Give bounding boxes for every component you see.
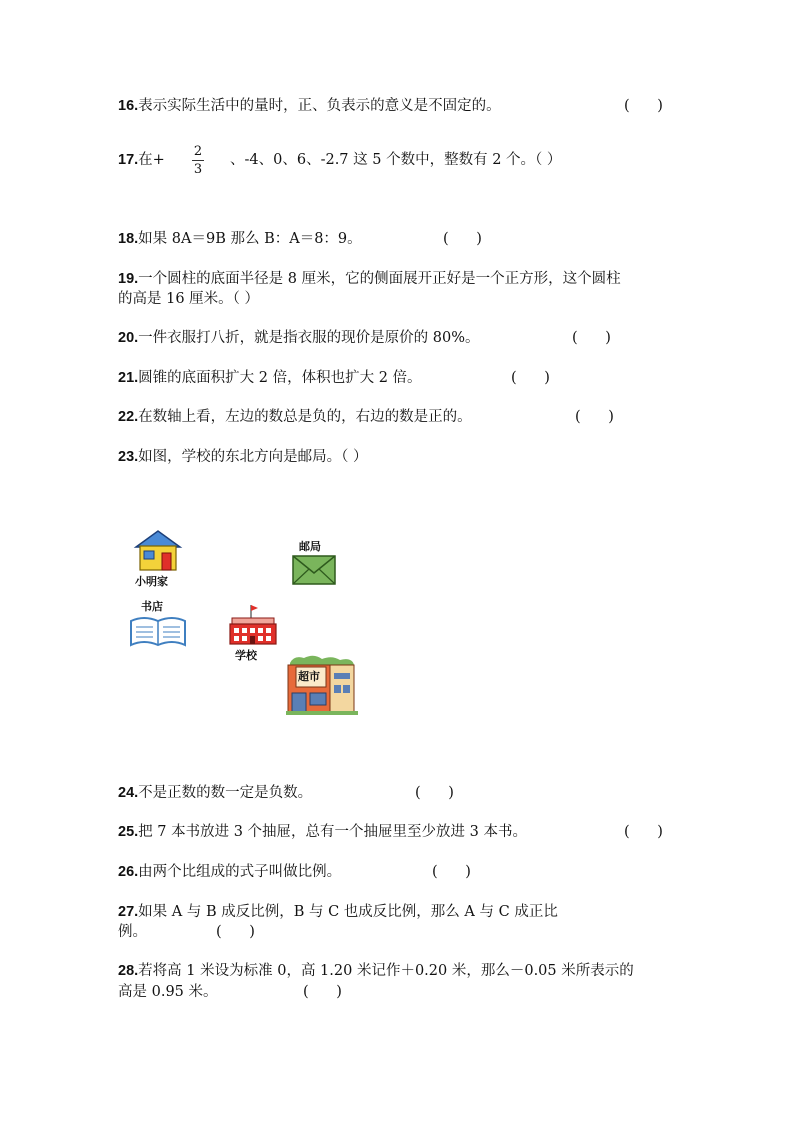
answer-parentheses[interactable]: ( ): [624, 98, 663, 114]
question-text: 如果 A 与 B 成反比例，B 与 C 也成反比例，那么 A 与 C 成正比: [138, 904, 558, 920]
question-25: [118, 822, 527, 842]
answer-parentheses[interactable]: ( ): [415, 785, 454, 801]
house-icon: [134, 529, 182, 571]
question-number: 21.: [118, 370, 139, 386]
school-building-icon: [229, 604, 277, 646]
answer-parentheses[interactable]: ( ): [432, 864, 471, 880]
school-label: 学校: [235, 649, 257, 662]
open-book-icon: [129, 615, 187, 649]
question-20: [118, 328, 480, 348]
question-number: 25.: [118, 824, 139, 840]
question-text: 、-4、0、6、-2.7 这 5 个数中，整数有 2 个。（ ）: [230, 152, 562, 168]
question-18: [118, 229, 362, 249]
post-office-label: 邮局: [299, 540, 321, 553]
question-number: 19.: [118, 271, 139, 287]
question-text: 如图，学校的东北方向是邮局。（ ）: [138, 449, 368, 465]
question-number: 24.: [118, 785, 139, 801]
question-text: 圆锥的底面积扩大 2 倍，体积也扩大 2 倍。: [138, 370, 422, 386]
question-text: 如果 8A＝9B 那么 B：A＝8：9。: [138, 231, 362, 247]
question-19: [118, 269, 621, 289]
supermarket-label: 超市: [298, 670, 320, 683]
question-16: [118, 96, 501, 116]
question-text-continued: 例。: [118, 924, 147, 940]
question-number: 17.: [118, 152, 139, 168]
question-number: 16.: [118, 98, 139, 114]
question-text: 不是正数的数一定是负数。: [138, 785, 313, 801]
question-text: 一件衣服打八折，就是指衣服的现价是原价的 80%。: [138, 330, 480, 346]
question-number: 27.: [118, 904, 139, 920]
question-text-continued: 高是 0.95 米。: [118, 984, 218, 1000]
answer-parentheses[interactable]: ( ): [511, 370, 550, 386]
question-number: 23.: [118, 449, 139, 465]
question-number: 28.: [118, 963, 139, 979]
fraction-denominator: 3: [193, 162, 203, 177]
question-text-continued: 的高是 16 厘米。（ ）: [118, 291, 260, 307]
bookstore-label: 书店: [141, 600, 163, 613]
question-text: 由两个比组成的式子叫做比例。: [138, 864, 342, 880]
question-number: 20.: [118, 330, 139, 346]
question-24: [118, 783, 312, 803]
answer-parentheses[interactable]: ( ): [443, 231, 482, 247]
question-number: 22.: [118, 409, 139, 425]
fraction-numerator: 2: [193, 144, 203, 159]
question-27: [118, 902, 558, 922]
question-text: 在数轴上看，左边的数总是负的，右边的数是正的。: [138, 409, 472, 425]
supermarket-building-icon: [286, 655, 358, 715]
question-17: [118, 150, 165, 170]
question-23: [118, 447, 368, 467]
answer-parentheses[interactable]: ( ): [624, 824, 663, 840]
question-26: [118, 862, 341, 882]
question-prefix: 在+: [138, 152, 165, 168]
fraction-bar: [192, 160, 204, 161]
answer-parentheses[interactable]: ( ): [303, 984, 342, 1000]
home-label: 小明家: [135, 575, 168, 588]
question-text: 若将高 1 米设为标准 0，高 1.20 米记作＋0.20 米，那么－0.05 米所表示的: [138, 963, 634, 979]
question-number: 18.: [118, 231, 139, 247]
question-text: 表示实际生活中的量时，正、负表示的意义是不固定的。: [138, 98, 501, 114]
question-text: 一个圆柱的底面半径是 8 厘米，它的侧面展开正好是一个正方形，这个圆柱: [138, 271, 621, 287]
answer-parentheses[interactable]: ( ): [216, 924, 255, 940]
answer-parentheses[interactable]: ( ): [572, 330, 611, 346]
question-text: 把 7 本书放进 3 个抽屉，总有一个抽屉里至少放进 3 本书。: [138, 824, 528, 840]
envelope-icon: [292, 555, 336, 585]
question-22: [118, 407, 472, 427]
question-21: [118, 368, 422, 388]
answer-parentheses[interactable]: ( ): [575, 409, 614, 425]
question-number: 26.: [118, 864, 139, 880]
question-28: [118, 961, 634, 981]
